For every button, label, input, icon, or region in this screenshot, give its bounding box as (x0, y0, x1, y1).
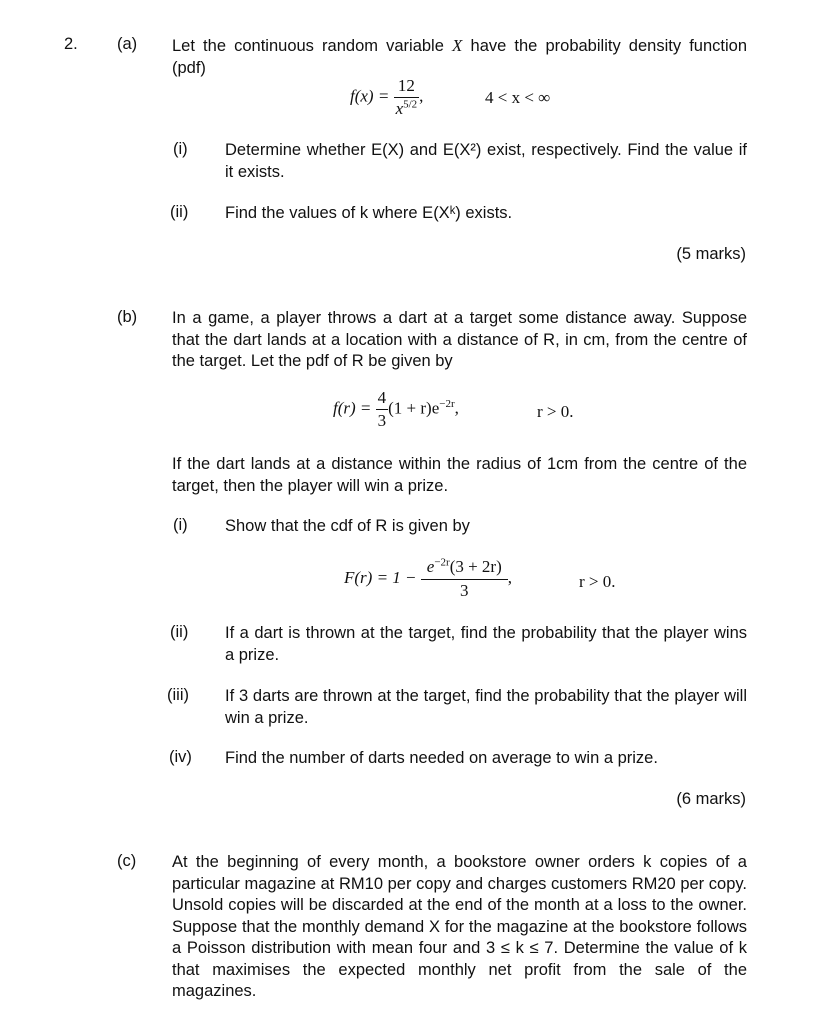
part-a-intro (172, 35, 747, 79)
part-b-pdf-frac-num: 4 (376, 388, 389, 410)
part-a-pdf-lhs: f(x) = (350, 86, 390, 106)
part-a-label: (a) (117, 35, 138, 53)
part-b-middle: If the dart lands at a distance within the radius of 1cm from the centre of the target, then the player will win a prize. (172, 455, 747, 495)
part-b-pdf-comma: , (454, 398, 459, 418)
part-b-pdf-frac-den: 3 (377, 411, 387, 430)
part-a-item-i-text: Determine whether E(X) and E(X²) exist, respectively. Find the value if it exists. (225, 141, 747, 181)
part-b-cdf-num-base: e (426, 557, 435, 576)
part-b-pdf-lhs: f(r) = (333, 398, 372, 418)
part-a-pdf-den-exp: 5/2 (403, 98, 418, 111)
part-a-pdf-formula (350, 76, 423, 119)
part-a-pdf-denominator (394, 98, 420, 119)
part-a-pdf-comma: , (419, 86, 424, 106)
part-a-pdf-domain: 4 < x < ∞ (485, 88, 551, 107)
part-b-marks: (6 marks) (676, 790, 746, 808)
part-b-item-ii-label: (ii) (170, 623, 189, 641)
part-b-intro: In a game, a player throws a dart at a target some distance away. Suppose that the dart lands at a location with a distance of R, in cm, from the centre of the target. Let the pdf of R be given by (172, 309, 747, 370)
part-b-item-ii-text: If a dart is thrown at the target, find the probability that the player wins a prize. (225, 624, 747, 664)
part-b-item-i-label: (i) (173, 516, 188, 534)
question-number: 2. (64, 35, 78, 53)
part-a-pdf-numerator: 12 (394, 76, 420, 98)
part-b-cdf-denominator: 3 (460, 581, 469, 600)
part-a-intro-var: X (452, 36, 463, 55)
part-b-pdf-fraction (376, 388, 389, 431)
part-a-item-ii-label: (ii) (170, 203, 189, 221)
part-b-pdf-exp: −2r (439, 397, 455, 410)
part-a-marks: (5 marks) (676, 245, 746, 263)
part-b-item-iv-text: Find the number of darts needed on average to win a prize. (225, 749, 658, 767)
part-b-label: (b) (117, 308, 138, 326)
part-b-item-iii-text: If 3 darts are thrown at the target, find the probability that the player will win a prize. (225, 687, 747, 727)
part-c-label: (c) (117, 852, 137, 870)
part-a-pdf-fraction (394, 76, 420, 119)
part-b-cdf-comma: , (507, 567, 513, 587)
part-b-cdf-num-rest: (3 + 2r) (449, 557, 502, 576)
part-c-text: At the beginning of every month, a bookstore owner orders k copies of a particular magazine at RM10 per copy and charges customers RM20 per copy. Unsold copies will be discarded at the end of the month at a loss to the owner. Suppose that the monthly demand X for the magazine at the bookstore follows a Poisson distribution with mean four and 3 ≤ k ≤ 7. Determine the value of k that maximises the expected monthly net profit from the sale of the magazines. (172, 853, 747, 1000)
part-a-intro-pre: Let the continuous random variable (172, 37, 453, 55)
part-a-item-ii-text: Find the values of k where E(Xᵏ) exists. (225, 204, 513, 222)
part-b-pdf-rest: (1 + r)e (388, 398, 440, 418)
part-b-item-iv-label: (iv) (169, 748, 192, 766)
part-a-intro-post: have the probability density function (pdf) (172, 37, 747, 77)
part-b-cdf-lhs: F(r) = 1 − (344, 567, 417, 587)
part-a-pdf-den-base: x (395, 99, 404, 118)
part-b-pdf-domain: r > 0. (537, 402, 574, 421)
part-b-cdf-fraction (421, 557, 508, 601)
part-b-pdf-formula (333, 388, 459, 431)
part-a-item-i-label: (i) (173, 140, 188, 158)
part-b-cdf-domain: r > 0. (579, 572, 616, 591)
part-b-cdf-numerator (421, 557, 508, 580)
part-b-item-iii-label: (iii) (167, 686, 189, 704)
part-b-cdf-formula (344, 557, 512, 601)
part-b-item-i-text: Show that the cdf of R is given by (225, 517, 470, 535)
part-b-cdf-num-exp: −2r (434, 556, 450, 569)
